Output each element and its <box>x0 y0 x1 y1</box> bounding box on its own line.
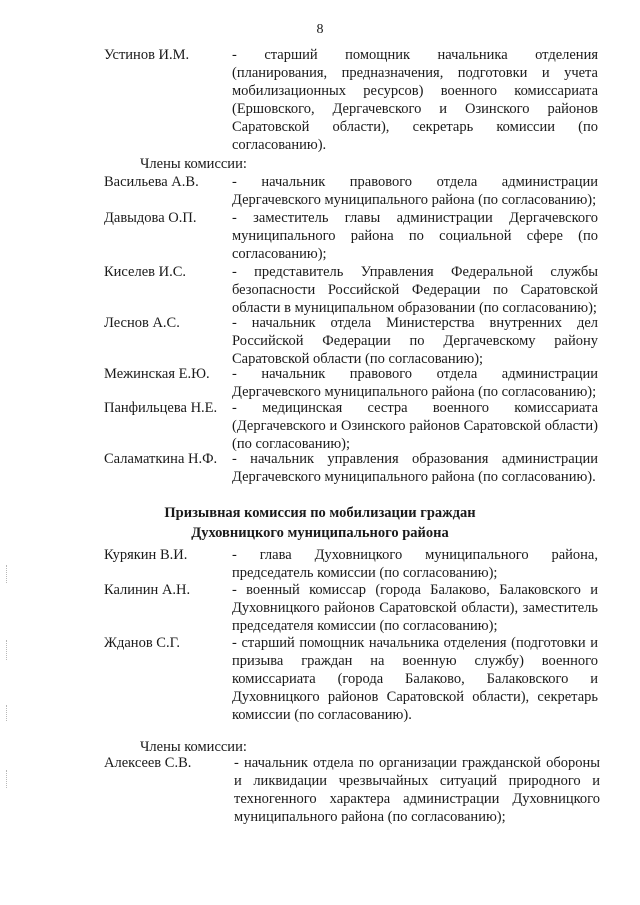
scan-mark <box>6 705 8 721</box>
member-position: - начальник отдела по организации гражданской обороны и ликвидации чрезвычайных ситуаций природного и техногенного характера администрации Духовницкого муниципального района (по согласованию); <box>234 755 600 825</box>
section-title <box>0 503 640 543</box>
member-name: Алексеев С.В. <box>104 755 192 771</box>
member-position: - начальник правового отдела администрации Дергачевского муниципального района (по согласованию); <box>232 174 598 208</box>
member-name: Саламаткина Н.Ф. <box>104 451 218 467</box>
member-name: Давыдова О.П. <box>104 210 197 226</box>
member-position: - заместитель главы администрации Дергачевского муниципального района по социальной сфере (по согласованию); <box>232 210 598 262</box>
member-position: - старший помощник начальника отделения (подготовки и призыва граждан на военную службу) военного комиссариата (города Балаково, Балаковского и Духовницкого районов Саратовской области), секретарь комиссии (по согласованию). <box>232 635 598 723</box>
member-name: Панфильцева Н.Е. <box>104 400 218 416</box>
member-name: Калинин А.Н. <box>104 582 191 598</box>
scan-mark <box>6 565 8 583</box>
members-heading: Члены комиссии: <box>140 156 247 172</box>
member-position: - представитель Управления Федеральной службы безопасности Российской Федерации по Саратовской области в муниципальном образовании (по согласованию); <box>232 264 598 316</box>
member-position: - начальник отдела Министерства внутренних дел Российской Федерации по Дергачевскому району Саратовской области (по согласованию); <box>232 315 598 367</box>
member-position: - военный комиссар (города Балаково, Балаковского и Духовницкого районов Саратовской области), заместитель председателя комиссии (по согласованию); <box>232 582 598 634</box>
scan-mark <box>6 770 8 788</box>
section-title-line: Духовницкого муниципального района <box>191 525 449 541</box>
member-position: - начальник правового отдела администрации Дергачевского муниципального района (по согласованию); <box>232 366 598 400</box>
member-name: Киселев И.С. <box>104 264 187 280</box>
member-position: - старший помощник начальника отделения (планирования, предназначения, подготовки и учета мобилизационных ресурсов) военного комиссариата (Ершовского, Дергачевского и Озинского районов Саратовской области), секретарь комиссии (по согласованию). <box>232 47 598 153</box>
member-name: Васильева А.В. <box>104 174 199 190</box>
member-position: - медицинская сестра военного комиссариата (Дергачевского и Озинского районов Саратовской области) (по согласованию); <box>232 400 598 452</box>
member-name: Устинов И.М. <box>104 47 190 63</box>
member-position: - глава Духовницкого муниципального района, председатель комиссии (по согласованию); <box>232 547 598 581</box>
section-title-line: Призывная комиссия по мобилизации граждан <box>164 505 476 521</box>
member-name: Жданов С.Г. <box>104 635 180 651</box>
page-number: 8 <box>316 22 324 37</box>
member-name: Курякин В.И. <box>104 547 188 563</box>
members-heading: Члены комиссии: <box>140 739 247 755</box>
member-name: Межинская Е.Ю. <box>104 366 210 382</box>
scan-mark <box>6 640 8 660</box>
member-name: Леснов А.С. <box>104 315 180 331</box>
member-position: - начальник управления образования администрации Дергачевского муниципального района (по согласованию). <box>232 451 598 485</box>
